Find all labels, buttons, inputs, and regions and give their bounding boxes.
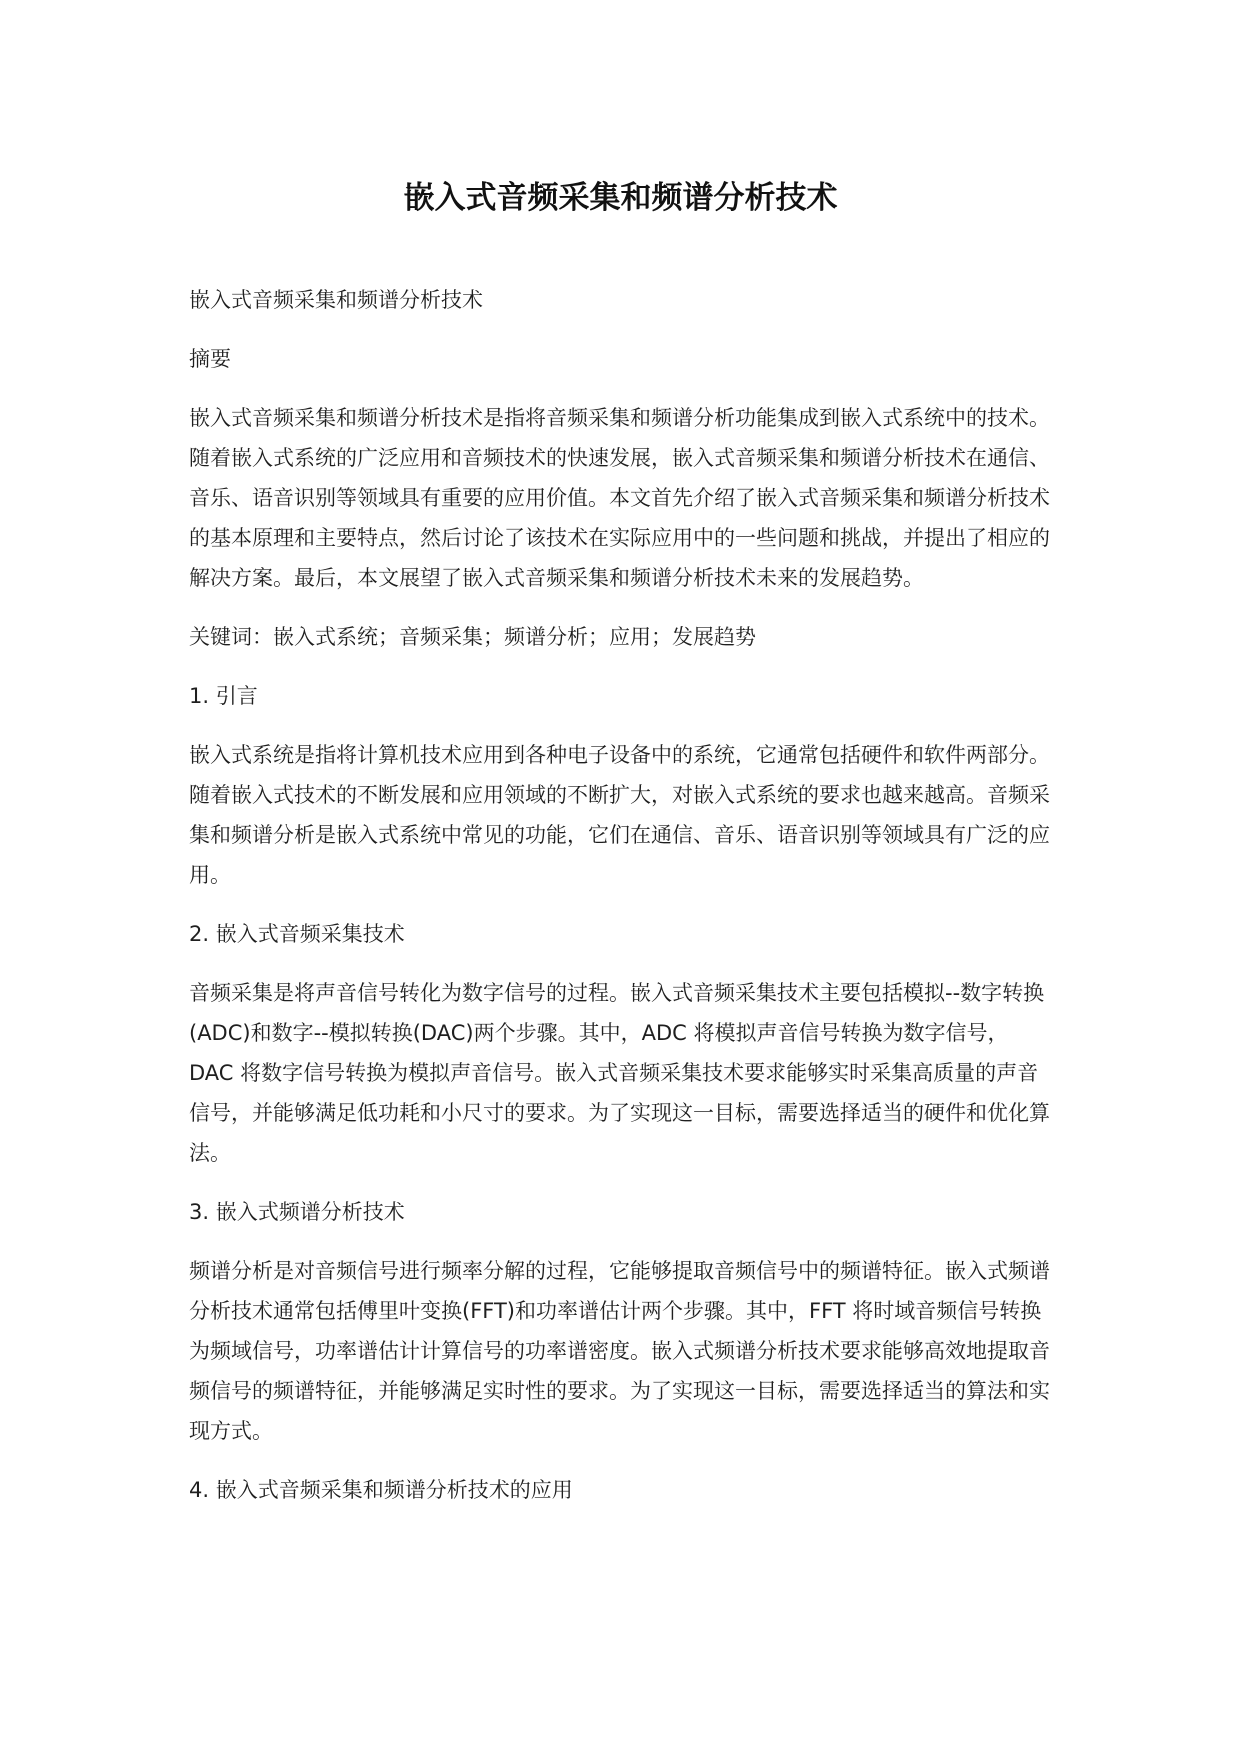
abstract-paragraph: 嵌入式音频采集和频谱分析技术是指将音频采集和频谱分析功能集成到嵌入式系统中的技术。随着嵌入式系统的广泛应用和音频技术的快速发展，嵌入式音频采集和频谱分析技术在通信、音乐、语音识别等领域具有重要的应用价值。本文首先介绍了嵌入式音频采集和频谱分析技术的基本原理和主要特点，然后讨论了该技术在实际应用中的一些问题和挑战，并提出了相应的解决方案。最后，本文展望了嵌入式音频采集和频谱分析技术未来的发展趋势。	[189, 406, 1050, 590]
keywords-line: 关键词：嵌入式系统；音频采集；频谱分析；应用；发展趋势	[189, 625, 756, 649]
section-heading-audio-acquisition: 2. 嵌入式音频采集技术	[189, 922, 405, 946]
section-paragraph-introduction: 嵌入式系统是指将计算机技术应用到各种电子设备中的系统，它通常包括硬件和软件两部分。随着嵌入式技术的不断发展和应用领域的不断扩大，对嵌入式系统的要求也越来越高。音频采集和频谱分析是嵌入式系统中常见的功能，它们在通信、音乐、语音识别等领域具有广泛的应用。	[189, 743, 1050, 887]
section-paragraph-audio-acquisition: 音频采集是将声音信号转化为数字信号的过程。嵌入式音频采集技术主要包括模拟--数字转换(ADC)和数字--模拟转换(DAC)两个步骤。其中，ADC 将模拟声音信号转换为数字信号，DAC 将数字信号转换为模拟声音信号。嵌入式音频采集技术要求能够实时采集高质量的声音信号，并能够满足低功耗和小尺寸的要求。为了实现这一目标，需要选择适当的硬件和优化算法。	[189, 981, 1050, 1165]
document-body	[189, 280, 1051, 1529]
document-title: 嵌入式音频采集和频谱分析技术	[403, 180, 838, 216]
document-subtitle: 嵌入式音频采集和频谱分析技术	[189, 288, 483, 312]
abstract-heading: 摘要	[189, 347, 231, 371]
section-heading-introduction: 1. 引言	[189, 684, 258, 708]
section-paragraph-spectrum-analysis: 频谱分析是对音频信号进行频率分解的过程，它能够提取音频信号中的频谱特征。嵌入式频谱分析技术通常包括傅里叶变换(FFT)和功率谱估计两个步骤。其中，FFT 将时域音频信号转换为频域信号，功率谱估计计算信号的功率谱密度。嵌入式频谱分析技术要求能够高效地提取音频信号的频谱特征，并能够满足实时性的要求。为了实现这一目标，需要选择适当的算法和实现方式。	[189, 1259, 1050, 1443]
section-heading-spectrum-analysis: 3. 嵌入式频谱分析技术	[189, 1200, 405, 1224]
section-heading-applications: 4. 嵌入式音频采集和频谱分析技术的应用	[189, 1478, 573, 1502]
